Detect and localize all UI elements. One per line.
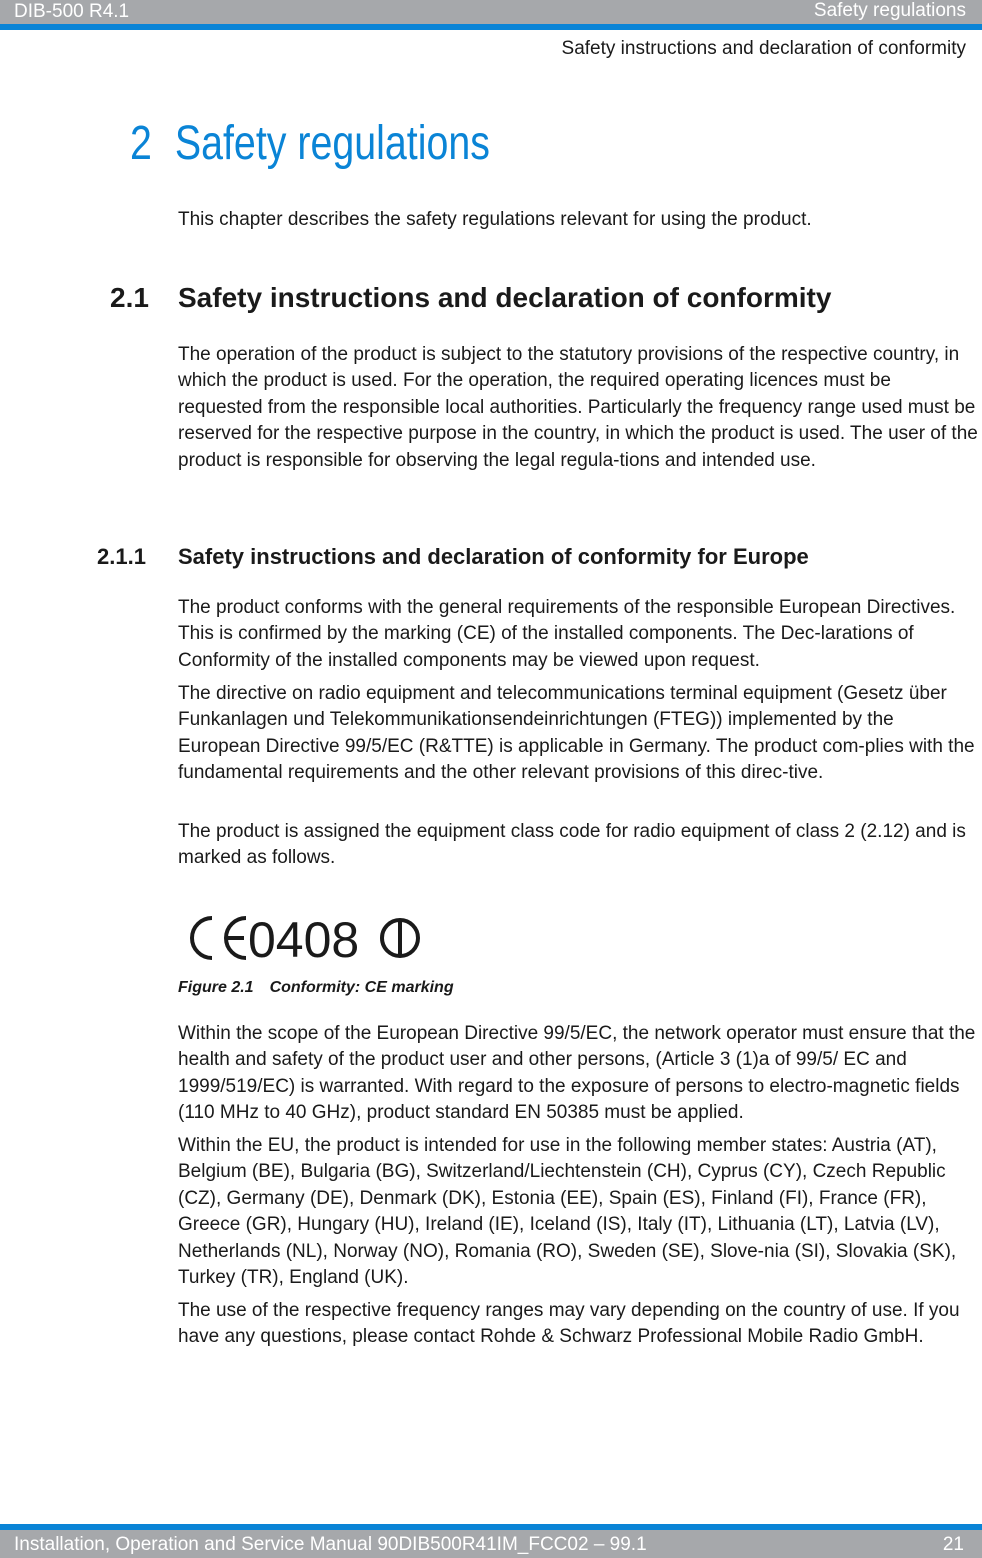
- figure-caption: [178, 979, 454, 997]
- paragraph-5: Within the EU, the product is intended for use in the following member states: Austria (AT), Belgium (BE), Bulgaria (BG), Switzerland/Liechtenstein (CH), Cyprus (CY), Czech Republic (CZ), Germany (DE), Denmark (DK), Estonia (EE), Spain (ES), Finland (FI), France (FR), Greece (GR), Hungary (HU), Ireland (IE), Iceland (IS), Italy (IT), Lithuania (LT), Latvia (LV), Netherlands (NL), Norway (NO), Romania (RO), Sweden (SE), Slove-nia (SI), Slovakia (SK), Turkey (TR), England (UK).: [178, 1135, 957, 1289]
- chapter-title-text: Safety regulations: [174, 117, 490, 170]
- footer-manual-title: Installation, Operation and Service Manual 90DIB500R41IM_FCC02 – 99.1: [14, 1534, 647, 1555]
- paragraph-2: The directive on radio equipment and telecommunications terminal equipment (Gesetz über Funkanlagen und Telekommunikationsendeinrichtungen (FTEG)) implemented by the European Directive 99/5/EC (R&TTE) is applicable in Germany. The product com-plies with the fundamental requirements and the other relevant provisions of this direc-tive.: [178, 683, 975, 784]
- paragraph-1: The product conforms with the general requirements of the responsible European Directives. This is confirmed by the marking (CE) of the installed components. The Dec-larations of Conformity of the installed components may be viewed upon request.: [178, 597, 956, 671]
- section-number: 2.1: [110, 282, 149, 313]
- figure-label: Figure 2.1: [178, 979, 254, 996]
- header-chapter: Safety regulations: [813, 0, 966, 21]
- header-bar: [0, 0, 982, 30]
- svg-text:0408: 0408: [248, 912, 360, 966]
- ce-marking-logo: [178, 910, 428, 971]
- figure-caption-text: Conformity: CE marking: [269, 979, 454, 996]
- chapter-number: 2: [130, 117, 152, 170]
- footer-bar: [0, 1524, 982, 1558]
- paragraph-4: Within the scope of the European Directive 99/5/EC, the network operator must ensure that the health and safety of the product user and other persons, (Article 3 (1)a of 99/5/ EC and 1999/519/EC) is warranted. With regard to the exposure of persons to electro-magnetic fields (110 MHz to 40 GHz), product standard EN 50385 must be applied.: [178, 1023, 976, 1124]
- section-title: Safety instructions and declaration of conformity: [178, 282, 832, 313]
- paragraph-6: The use of the respective frequency ranges may vary depending on the country of use. If you have any questions, please contact Rohde & Schwarz Professional Mobile Radio GmbH.: [178, 1300, 960, 1348]
- section-body: The operation of the product is subject to the statutory provisions of the respective country, in which the product is used. For the operation, the required operating licences must be requested from the responsible local authorities. Particularly the frequency range used must be reserved for the respective purpose in the country, in which the product is used. The user of the product is responsible for observing the legal regula-tions and intended use.: [178, 344, 978, 471]
- header-section: Safety instructions and declaration of conformity: [561, 38, 966, 59]
- chapter-intro: This chapter describes the safety regulations relevant for using the product.: [178, 209, 812, 230]
- chapter-title: [130, 116, 490, 171]
- subsection-title: Safety instructions and declaration of conformity for Europe: [178, 544, 809, 569]
- page-number: 21: [942, 1534, 964, 1555]
- subsection-number: 2.1.1: [97, 544, 146, 569]
- subsection-heading: [97, 544, 809, 570]
- paragraph-3: The product is assigned the equipment class code for radio equipment of class 2 (2.12) and is marked as follows.: [178, 821, 966, 869]
- section-heading: [110, 282, 831, 314]
- header-product: DIB-500 R4.1: [14, 1, 130, 22]
